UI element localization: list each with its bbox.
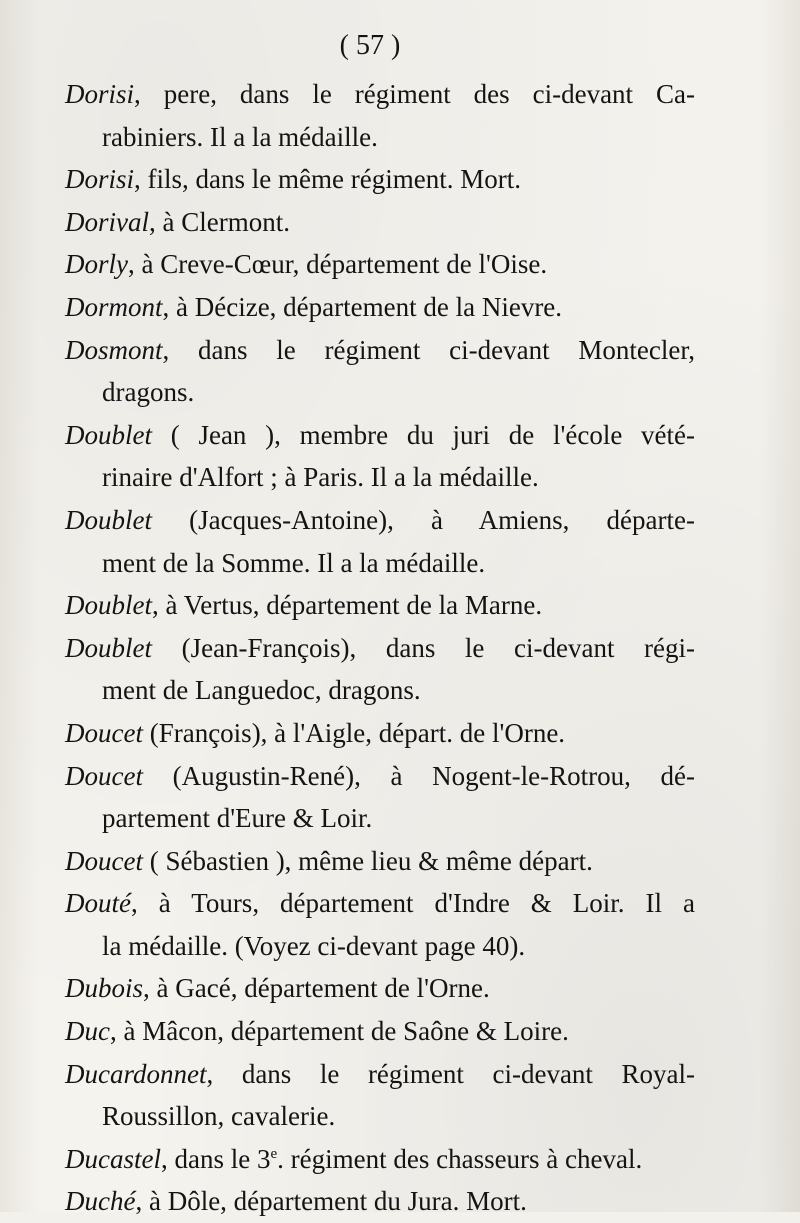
entry-line <box>0 158 695 201</box>
superscript-e: e <box>270 1145 278 1162</box>
entry-name: Douté <box>65 888 131 919</box>
entry-text: , à Décize, département de la Nievre. <box>162 291 563 322</box>
list-item <box>0 627 800 712</box>
entry-text: , dans le régiment ci-devant Montecler, <box>162 334 695 365</box>
entry-line <box>0 584 695 627</box>
entry-text: (Augustin-René), à Nogent-le-Rotrou, dé- <box>142 760 695 791</box>
entry-line: partement d'Eure & Loir. <box>102 803 373 834</box>
entry-name: Dubois <box>65 973 144 1004</box>
entry-text: , à Mâcon, département de Saône & Loire. <box>109 1016 569 1047</box>
entry-text: . régiment des chasseurs à cheval. <box>277 1143 643 1174</box>
list-item <box>0 967 800 1010</box>
entry-name: Ducardonnet <box>65 1058 207 1089</box>
entry-line <box>0 201 695 244</box>
list-item <box>0 286 800 329</box>
entry-text: , à Gacé, département de l'Orne. <box>143 973 490 1004</box>
entry-name: Doublet <box>65 419 152 450</box>
list-item <box>0 243 800 286</box>
list-item <box>0 1180 800 1223</box>
list-item <box>0 755 800 840</box>
entry-list <box>0 73 800 1223</box>
entry-name: Dorisi <box>65 79 135 109</box>
entry-line: ment de la Somme. Il a la médaille. <box>102 547 486 578</box>
entry-line: Roussillon, cavalerie. <box>102 1101 336 1132</box>
list-item <box>0 840 800 883</box>
entry-line <box>0 1053 695 1096</box>
entry-line <box>0 499 695 542</box>
entry-name: Duc <box>65 1016 110 1047</box>
entry-name: Doucet <box>65 717 143 748</box>
list-item <box>0 201 800 244</box>
list-item <box>0 414 800 499</box>
entry-name: Duché <box>65 1186 136 1217</box>
entry-line <box>0 967 695 1010</box>
list-item <box>0 329 800 414</box>
list-item <box>0 499 800 584</box>
entry-text: ( Jean ), membre du juri de l'école vété- <box>152 419 695 450</box>
list-item <box>0 158 800 201</box>
entry-name: Dosmont <box>65 334 163 365</box>
entry-text: (François), à l'Aigle, départ. de l'Orne. <box>142 717 566 748</box>
entry-line <box>0 1010 695 1053</box>
entry-line: la médaille. (Voyez ci-devant page 40). <box>102 930 526 961</box>
entry-line: rinaire d'Alfort ; à Paris. Il a la médaille. <box>102 462 539 493</box>
page-number: ( 57 ) <box>339 30 401 61</box>
entry-text: (Jean-François), dans le ci-devant régi- <box>152 632 695 663</box>
entry-line <box>0 755 695 798</box>
entry-text: ( Sébastien ), même lieu & même départ. <box>142 845 593 876</box>
list-item <box>0 73 800 158</box>
entry-line <box>0 627 695 670</box>
entry-text: , à Vertus, département de la Marne. <box>152 590 543 621</box>
entry-name: Dorival <box>65 206 149 237</box>
entry-text: , dans le régiment ci-devant Royal- <box>206 1058 695 1089</box>
entry-text: , à Tours, département d'Indre & Loir. Il a <box>130 888 695 919</box>
entry-line <box>0 414 695 457</box>
entry-name: Dormont <box>65 291 163 322</box>
entry-text: , à Dôle, département du Jura. Mort. <box>135 1186 527 1217</box>
entry-line: rabiniers. Il a la médaille. <box>102 121 378 152</box>
list-item <box>0 1138 800 1181</box>
list-item <box>0 882 800 967</box>
entry-line: dragons. <box>102 377 195 408</box>
entry-text: , à Creve-Cœur, département de l'Oise. <box>128 249 548 280</box>
entry-line <box>0 840 695 883</box>
entry-name: Dorly <box>65 249 128 280</box>
entry-name: Doucet <box>65 845 143 876</box>
entry-name: Ducastel <box>65 1143 161 1174</box>
entry-line <box>0 243 695 286</box>
entry-text: , dans le 3 <box>160 1143 271 1174</box>
entry-text: , fils, dans le même régiment. Mort. <box>134 164 521 195</box>
entry-line <box>0 329 695 372</box>
entry-line <box>0 286 695 329</box>
entry-line <box>0 712 695 755</box>
entry-name: Doucet <box>65 760 143 791</box>
list-item <box>0 1053 800 1138</box>
entry-line: ment de Languedoc, dragons. <box>102 675 421 706</box>
list-item <box>0 712 800 755</box>
entry-line <box>0 1180 695 1223</box>
entry-name: Doublet <box>65 590 152 621</box>
list-item <box>0 584 800 627</box>
entry-text: , à Clermont. <box>149 206 290 237</box>
entry-line <box>0 1138 695 1181</box>
entry-name: Doublet <box>65 632 152 663</box>
entry-name: Doublet <box>65 504 152 535</box>
entry-text: , pere, dans le régiment des ci-devant Ca- <box>134 79 695 109</box>
entry-name: Dorisi <box>65 164 135 195</box>
entry-line <box>0 882 695 925</box>
entry-text: (Jacques-Antoine), à Amiens, départe- <box>152 504 695 535</box>
entry-line <box>0 73 695 116</box>
list-item <box>0 1010 800 1053</box>
